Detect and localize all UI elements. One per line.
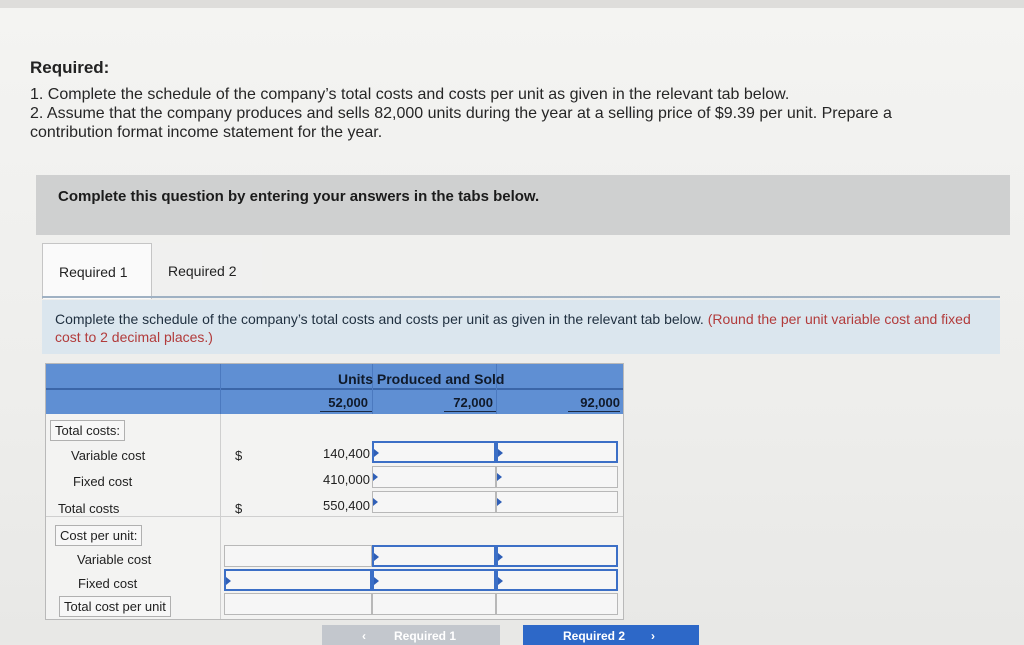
required-line-2: 2. Assume that the company produces and sells 82,000 units during the year at a selling price of $9.39 per unit. Prepare a xyxy=(30,105,892,122)
next-button-label: Required 2 xyxy=(563,629,626,643)
fixed-cost-label: Fixed cost xyxy=(73,474,133,489)
grid-line xyxy=(46,516,623,517)
cell-marker xyxy=(498,449,503,457)
total-cost-per-unit-72000-input[interactable] xyxy=(372,593,496,615)
cost-per-unit-heading: Cost per unit: xyxy=(55,525,142,546)
variable-cost-per-unit-label: Variable cost xyxy=(77,552,152,567)
banner-text: Complete this question by entering your answers in the tabs below. xyxy=(58,188,540,205)
variable-cost-per-unit-72000-input[interactable] xyxy=(372,545,496,567)
variable-cost-72000-input[interactable] xyxy=(372,441,496,463)
table-header xyxy=(46,364,623,414)
variable-cost-label: Variable cost xyxy=(71,448,146,463)
fixed-cost-per-unit-92000-input[interactable] xyxy=(496,569,618,591)
column-underline xyxy=(568,411,620,412)
fixed-cost-per-unit-72000-input[interactable] xyxy=(372,569,496,591)
cell-marker xyxy=(373,473,378,481)
variable-cost-52000: 140,400 xyxy=(323,446,370,461)
chevron-right-icon: › xyxy=(651,629,655,643)
top-strip xyxy=(0,0,1024,8)
cell-marker xyxy=(374,577,379,585)
chevron-left-icon: ‹ xyxy=(362,629,366,643)
cell-marker xyxy=(373,498,378,506)
column-92000: 92,000 xyxy=(580,395,620,410)
cell-marker xyxy=(226,577,231,585)
cell-marker xyxy=(497,473,502,481)
total-costs-92000-input[interactable] xyxy=(496,491,618,513)
cell-marker xyxy=(498,553,503,561)
column-underline xyxy=(444,411,496,412)
currency-symbol: $ xyxy=(235,501,243,516)
currency-symbol: $ xyxy=(235,448,243,463)
tab-instructions xyxy=(42,300,1000,354)
variable-cost-per-unit-92000-input[interactable] xyxy=(496,545,618,567)
total-costs-heading: Total costs: xyxy=(50,420,125,441)
cost-schedule-table xyxy=(45,363,624,620)
total-costs-label: Total costs xyxy=(58,501,120,516)
tab-required-1[interactable] xyxy=(42,243,152,299)
cell-marker xyxy=(374,553,379,561)
previous-required-button[interactable] xyxy=(322,625,500,645)
cell-marker xyxy=(497,498,502,506)
fixed-cost-52000: 410,000 xyxy=(323,472,370,487)
cell-marker xyxy=(498,577,503,585)
column-underline xyxy=(320,411,372,412)
variable-cost-per-unit-52000-input[interactable] xyxy=(224,545,372,567)
required-heading: Required: xyxy=(30,58,110,77)
instructions-banner xyxy=(36,175,1010,235)
column-52000: 52,000 xyxy=(328,395,368,410)
next-required-button[interactable] xyxy=(523,625,699,645)
previous-button-label: Required 1 xyxy=(394,629,457,643)
total-cost-per-unit-92000-input[interactable] xyxy=(496,593,618,615)
tab-divider xyxy=(42,296,1000,298)
required-line-1: 1. Complete the schedule of the company’s total costs and costs per unit as given in the relevant tab below. xyxy=(30,86,790,103)
total-cost-per-unit-label: Total cost per unit xyxy=(59,596,171,617)
fixed-cost-92000-input[interactable] xyxy=(496,466,618,488)
fixed-cost-per-unit-52000-input[interactable] xyxy=(224,569,372,591)
total-cost-per-unit-52000-input[interactable] xyxy=(224,593,372,615)
units-produced-heading: Units Produced and Sold xyxy=(338,371,505,387)
fixed-cost-per-unit-label: Fixed cost xyxy=(78,576,138,591)
total-costs-52000: 550,400 xyxy=(323,498,370,513)
header-rule xyxy=(220,364,221,414)
variable-cost-92000-input[interactable] xyxy=(496,441,618,463)
total-costs-72000-input[interactable] xyxy=(372,491,496,513)
instructions-paragraph xyxy=(55,310,990,346)
column-72000: 72,000 xyxy=(453,395,493,410)
fixed-cost-72000-input[interactable] xyxy=(372,466,496,488)
required-line-3: contribution format income statement for the year. xyxy=(30,124,383,141)
header-separator xyxy=(46,388,623,390)
rounding-note: (Round the per unit variable cost and fixed cost to 2 decimal places.) xyxy=(55,311,971,345)
instructions-text: Complete the schedule of the company’s total costs and costs per unit as given in the relevant tab below. xyxy=(55,311,704,327)
tab-required-2-label: Required 2 xyxy=(168,263,237,279)
tab-required-2[interactable] xyxy=(152,243,262,298)
cell-marker xyxy=(374,449,379,457)
tab-required-1-label: Required 1 xyxy=(59,264,128,280)
